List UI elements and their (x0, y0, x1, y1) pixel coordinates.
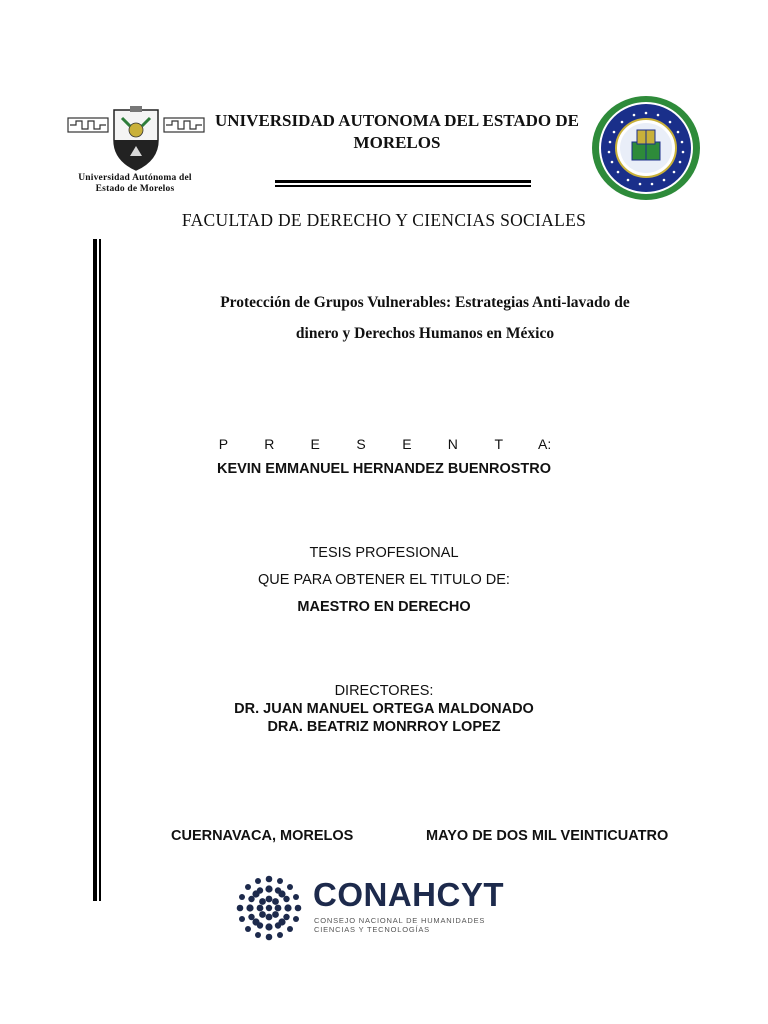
logo-caption-line1: Universidad Autónoma del (78, 173, 192, 183)
conahcyt-dots-logo-icon (234, 873, 304, 943)
presenta-letter: R (264, 436, 275, 452)
director-name: DR. JUAN MANUEL ORTEGA MALDONADO (234, 701, 534, 717)
logo-caption-line2: Estado de Morelos (95, 184, 175, 194)
conahcyt-subtitle-line1: CONSEJO NACIONAL DE HUMANIDADES (314, 916, 486, 925)
director-name: DRA. BEATRIZ MONRROY LOPEZ (267, 719, 501, 735)
thesis-type: TESIS PROFESIONAL (309, 545, 459, 561)
presenta-letter: E (310, 436, 320, 452)
presenta-letter: P (218, 436, 229, 452)
presenta-letter: S (356, 436, 366, 452)
place: CUERNAVACA, MORELOS (171, 828, 354, 844)
faculty-name: FACULTAD DE DERECHO Y CIENCIAS SOCIALES (181, 210, 587, 230)
presenta-label (0, 436, 768, 452)
conahcyt-subtitle-line2: CIENCIAS Y TECNOLOGÍAS (314, 925, 430, 934)
university-logo-caption (60, 173, 210, 195)
left-margin-double-rule (93, 239, 101, 901)
thesis-title (120, 287, 730, 349)
presenta-letter: A: (537, 436, 552, 452)
thesis-title-line1: Protección de Grupos Vulnerables: Estrategias Anti-lavado de (220, 294, 630, 311)
thesis-title-line2: dinero y Derechos Humanos en México (295, 325, 555, 342)
presenta-letter: T (494, 436, 503, 452)
conahcyt-wordmark: CONAHCYT (313, 876, 504, 913)
date: MAYO DE DOS MIL VEINTICUATRO (426, 828, 669, 844)
directors-label: DIRECTORES: (334, 683, 434, 699)
presenta-letter: N (447, 436, 458, 452)
university-title: UNIVERSIDAD AUTONOMA DEL ESTADO DE MORELOS (215, 111, 579, 152)
title-double-rule (275, 180, 531, 188)
presenta-letter: E (402, 436, 412, 452)
author-name: KEVIN EMMANUEL HERNANDEZ BUENROSTRO (216, 461, 552, 477)
faculty-seal-logo (590, 94, 702, 202)
degree-name: MAESTRO EN DERECHO (297, 599, 471, 615)
conahcyt-subtitle (314, 916, 485, 934)
degree-intro: QUE PARA OBTENER EL TITULO DE: (258, 572, 510, 588)
